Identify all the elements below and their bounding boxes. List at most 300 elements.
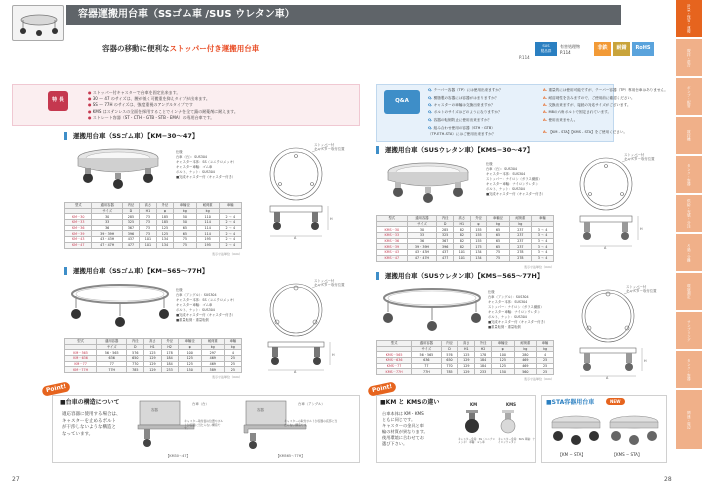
table-cell: 56・565 xyxy=(412,352,441,358)
table-unit-cell: kg xyxy=(514,346,537,352)
qa-question-text: ボルトのサイズはどのようになりますか？ xyxy=(433,110,502,114)
table-cell: 65 xyxy=(173,225,196,231)
sidebar-item-label: ポンプ・配管 xyxy=(687,85,692,108)
structure-diagrams xyxy=(136,397,358,461)
table-cell: 437 xyxy=(437,250,454,256)
table-header-cell: 内径 xyxy=(127,339,144,345)
sta-cart-photos xyxy=(548,410,664,450)
drawing-label: ストッパー付 xyxy=(314,279,335,283)
table-header-cell: 車輪径 xyxy=(491,341,514,347)
table-cell: 47・47H xyxy=(407,255,437,261)
table-unit-cell: H1 xyxy=(139,208,156,214)
sidebar-item-label: ろ過・分離 xyxy=(687,243,692,262)
table-cell: 150 xyxy=(491,369,514,375)
table-cell: 155 xyxy=(470,233,487,239)
drawing-label: キャスター取付位置 xyxy=(626,289,657,293)
table-cell: KMS－33 xyxy=(377,233,408,239)
feature-item: ● 30 ～ 47 のサイズは、腰が低く可搬重を抑えタイプが出来ます。 xyxy=(88,96,238,102)
drawing-label: キャスター取付位置 xyxy=(624,157,655,161)
table-cell: 114 xyxy=(196,220,219,226)
table-cell: 785 xyxy=(441,369,458,375)
sidebar-item[interactable] xyxy=(676,351,702,389)
table-cell: 65 xyxy=(487,238,509,244)
spec-kms-30-47 xyxy=(486,162,545,197)
page-subtitle xyxy=(102,44,259,53)
table-cell: 297 xyxy=(201,350,224,356)
table-kms-30-47 xyxy=(376,215,554,262)
table-cell: 233 xyxy=(161,367,178,373)
spec-line: キャスター車輪：ナイロンウレタン xyxy=(488,309,541,314)
series-page-ref: P.114 xyxy=(519,55,530,60)
table-cell: 65 xyxy=(487,244,509,250)
feature-item: ● ストッパー付キャスターで台車を固定出来ます。 xyxy=(88,90,238,96)
sidebar-item-label: タンク・容器 xyxy=(687,358,692,381)
features-list xyxy=(88,90,238,121)
table-cell: 2 ～ 4 xyxy=(219,231,241,237)
table-cell: KM－33 xyxy=(65,220,92,226)
table-cell: 125 xyxy=(458,352,475,358)
series-box-line1: SUS xyxy=(542,44,550,48)
table-cell: 75 xyxy=(487,255,509,261)
table-cell: KM－30 xyxy=(65,214,92,220)
table-cell: KM－77H xyxy=(65,367,97,373)
km-label: KM xyxy=(470,402,478,407)
spec-kms-565-77h xyxy=(488,290,547,330)
table-cell: 129 xyxy=(458,369,475,375)
table-header-cell: 車輪 xyxy=(537,341,554,347)
spec-line: ■重量転倒・重量転倒 xyxy=(176,317,209,322)
table-cell: 77 xyxy=(412,363,441,369)
kms-label: KMS xyxy=(506,402,516,407)
qa-label: Q&A xyxy=(384,90,420,114)
badge-label: 耐錆 xyxy=(616,45,627,51)
table-cell: 396 xyxy=(437,244,454,250)
table-cell: 39・39H xyxy=(407,244,437,250)
section-title-km-565-77h: 運搬用台車（SSゴム車）【KM−565〜77H】 xyxy=(64,267,208,275)
table-cell: 477 xyxy=(437,255,454,261)
qa-question xyxy=(428,126,495,131)
a-mark-icon: A. xyxy=(543,130,549,134)
point-body-line: 選び下さい。 xyxy=(382,441,408,447)
table-cell: 325 xyxy=(437,233,454,239)
table-header-cell: 車輪径 xyxy=(487,216,509,222)
table-cell: 129 xyxy=(458,358,475,364)
table-cell: 50 xyxy=(173,214,196,220)
page-number-left: 27 xyxy=(12,476,20,483)
feature-item: ● SS ～ 77H のサイズは、強度重視のアングルタイプです xyxy=(88,102,238,108)
table-cell: 125 xyxy=(156,231,173,237)
table-cell: KM－47 xyxy=(65,242,92,248)
table-unit-cell: kg xyxy=(487,221,509,227)
table-cell: 125 xyxy=(491,363,514,369)
table-cell: 114 xyxy=(196,231,219,237)
point-body-line: キャスターを止めるボルト xyxy=(62,418,116,424)
drawing-dim-h: H xyxy=(332,353,335,357)
table-row xyxy=(65,367,242,373)
table-cell: KMS－47 xyxy=(377,255,408,261)
diagram-label: 台車（台） xyxy=(192,402,209,406)
table-cell: 100 xyxy=(491,352,514,358)
table-header-cell: 型式 xyxy=(65,339,97,345)
spec-line: キャスター本体：SUS304 xyxy=(486,171,526,176)
q-mark-icon: Q. xyxy=(428,88,434,92)
sta-caption-kms: 【KMS − STA】 xyxy=(612,452,642,457)
table-cell: KM－43 xyxy=(65,237,92,243)
sidebar-item[interactable] xyxy=(676,234,702,272)
table-unit-cell: kg xyxy=(201,344,224,350)
table-cell: 477 xyxy=(122,242,139,248)
table-header-cell: 外径 xyxy=(475,341,492,347)
badge-rustproof xyxy=(613,42,630,56)
table-cell: 770 xyxy=(441,363,458,369)
table-cell: 65 xyxy=(487,233,509,239)
sidebar-item-label: 撹拌機 xyxy=(687,130,692,141)
qa-answer-text: 交換出来ますが、接続の対応サイズがございます。 xyxy=(548,103,631,107)
table-unit-cell: φ xyxy=(491,346,514,352)
table-cell: 195 xyxy=(196,242,219,248)
spec-line: ■完成キャスター付（キャスター付き） xyxy=(176,174,236,179)
table-cell: 30 xyxy=(92,214,122,220)
table-note: 表示寸法単位（mm） xyxy=(212,252,242,256)
qa-answer-text: 使用出来ません。 xyxy=(548,118,578,122)
table-cell: 195 xyxy=(196,237,219,243)
feature-item: ● ストレート容器（ST・CTH・GTB・STB・EMA）の専用台車です。 xyxy=(88,115,238,121)
sidebar-item[interactable] xyxy=(676,195,702,233)
section-title-kms-30-47: 運搬用台車（SUSウレタン車）【KMS−30〜47】 xyxy=(376,146,533,154)
table-cell: KMS－43 xyxy=(377,250,408,256)
qa-answer-text: M8の六角ボルトで固定されています。 xyxy=(548,110,612,114)
table-cell: 155 xyxy=(470,238,487,244)
spec-line: ■完成キャスター付（キャスター付き） xyxy=(486,191,546,196)
table-cell: 33 xyxy=(407,233,437,239)
diagram-note: キャスターの取付ボルトが容器の底部に当たらない構造です。 xyxy=(284,419,338,427)
table-cell: 155 xyxy=(470,227,487,233)
table-cell: KM－77 xyxy=(65,361,97,367)
table-cell: 589 xyxy=(201,367,224,373)
table-header-cell: 内径 xyxy=(437,216,454,222)
table-cell: 150 xyxy=(178,367,201,373)
table-header-cell: 適用容器 xyxy=(92,203,122,209)
table-cell: 73 xyxy=(139,231,156,237)
table-cell: 101 xyxy=(139,242,156,248)
table-cell: 184 xyxy=(161,361,178,367)
drawing-dim-a: A xyxy=(606,376,609,380)
table-header-cell: 型式 xyxy=(377,341,412,347)
table-cell: 184 xyxy=(161,356,178,362)
drawing-dim-h: H xyxy=(644,359,647,363)
table-header-cell: 外径 xyxy=(161,339,178,345)
qa-answer-text: 重量的には使用可能ですが、テーパー容器（TP）専用台車はありません。 xyxy=(548,88,668,92)
sidebar-item-label: 計量・保管・運搬 xyxy=(687,4,692,33)
table-cell: 25 xyxy=(224,356,241,362)
point-body-line: ともに同じです。 xyxy=(382,417,416,423)
point-body-structure xyxy=(62,412,121,438)
a-mark-icon: A. xyxy=(543,110,549,114)
table-cell: 125 xyxy=(178,356,201,362)
table-header-cell: 外径 xyxy=(156,203,173,209)
spec-line: 台車（アングル）：SUS304 xyxy=(488,294,529,299)
subtitle-main: 容器の移動に便利な xyxy=(102,44,170,53)
table-cell: 75 xyxy=(173,242,196,248)
table-cell: 278 xyxy=(509,255,531,261)
point-body-line: 適応容器に使用する場合は、 xyxy=(62,412,121,417)
spec-line: 台車（台）：SUS304 xyxy=(486,166,518,171)
table-cell: KMS－565 xyxy=(377,352,412,358)
table-cell: 2 ～ 4 xyxy=(219,220,241,226)
table-cell: 650 xyxy=(441,358,458,364)
table-cell: 3 ～ 4 xyxy=(532,227,554,233)
table-row xyxy=(377,369,554,375)
table-cell: 56・565 xyxy=(97,350,127,356)
table-cell: 77 xyxy=(97,361,127,367)
table-cell: 2 ～ 4 xyxy=(219,237,241,243)
table-cell: 134 xyxy=(470,250,487,256)
drawing-kms-565-77h xyxy=(564,284,664,380)
spec-line: キャスター車輪：ゴム車 xyxy=(176,164,213,169)
drawing-km-30-47 xyxy=(252,142,352,240)
table-cell: 325 xyxy=(122,220,139,226)
table-cell: 125 xyxy=(144,350,161,356)
qa-answer-text: 【KM - STA】【KMS - STA】をご使用ください。 xyxy=(548,130,628,134)
sidebar-item[interactable] xyxy=(676,273,702,311)
keyword-line2: P.114 xyxy=(560,49,571,55)
table-header-cell: 耐荷重 xyxy=(201,339,224,345)
table-cell: 75 xyxy=(173,237,196,243)
point-body-line: キャスターの金具と車 xyxy=(382,423,424,429)
table-cell: 25 xyxy=(537,358,554,364)
table-row xyxy=(65,242,242,248)
table-cell: KMS－636 xyxy=(377,358,412,364)
drawing-label: ストッパー付 xyxy=(626,285,647,289)
table-cell: 50 xyxy=(173,220,196,226)
point-body-line: 台車本体は KM・KMS xyxy=(382,411,424,416)
table-unit-cell: H1 xyxy=(454,221,471,227)
spec-line: 仕様 xyxy=(176,150,183,154)
table-cell: 437 xyxy=(122,237,139,243)
drawing-label: キャスター取付位置 xyxy=(314,147,345,151)
cart-photo-km-30-47 xyxy=(70,144,170,196)
spec-line: ボルト、ナット：SUS304 xyxy=(176,169,215,174)
badge-label: RoHS xyxy=(635,45,651,51)
table-cell: 82 xyxy=(454,227,471,233)
table-cell: 3 ～ 4 xyxy=(532,255,554,261)
qa-question-text: （TP-ETH-STA）にはご使用出来ますか？ xyxy=(428,132,496,136)
table-cell: 73 xyxy=(139,220,156,226)
drawing-label: ストッパー付 xyxy=(624,153,645,157)
spec-line: 台車（台）：SUS304 xyxy=(176,154,208,159)
table-cell: 36 xyxy=(92,225,122,231)
spec-line: ストッパー：ナイロン（ガラス繊維） xyxy=(488,304,544,309)
table-cell: 114 xyxy=(196,225,219,231)
table-cell: 36 xyxy=(407,238,437,244)
table-cell: 125 xyxy=(178,361,201,367)
point-body-line: が干渉しないような構造と xyxy=(62,425,116,431)
point-body-difference xyxy=(382,411,428,448)
table-cell: 185 xyxy=(156,214,173,220)
table-cell: 237 xyxy=(509,238,531,244)
table-cell: 25 xyxy=(537,363,554,369)
table-cell: 650 xyxy=(127,356,144,362)
table-unit-cell: D xyxy=(127,344,144,350)
table-cell: 129 xyxy=(144,356,161,362)
table-cell: KMS－77H xyxy=(377,369,412,375)
a-mark-icon: A. xyxy=(543,88,549,92)
spec-line: キャスター本体：SUS304 xyxy=(488,299,528,304)
table-cell: 65 xyxy=(487,227,509,233)
kms-caster-note: キャスター金具：SUS 車輪：ナイロンウレタン xyxy=(498,438,536,445)
table-unit-cell: D xyxy=(441,346,458,352)
table-cell: 184 xyxy=(475,363,492,369)
spec-line: 台車（アングル）：SUS304 xyxy=(176,292,217,297)
qa-question xyxy=(428,110,502,115)
spec-line: 仕様 xyxy=(488,290,495,294)
table-unit-cell: サイズ xyxy=(407,221,437,227)
table-cell: 770 xyxy=(127,361,144,367)
table-header-cell: 適用容器 xyxy=(97,339,127,345)
table-cell: 2 ～ 4 xyxy=(219,214,241,220)
qa-answer xyxy=(543,130,627,135)
table-cell: 3 ～ 4 xyxy=(532,233,554,239)
sidebar-item-label: 環境測定 xyxy=(687,284,692,299)
table-header-cell: 高さ xyxy=(144,339,161,345)
sta-caption-km: 【KM − STA】 xyxy=(558,452,586,457)
q-mark-icon: Q. xyxy=(428,103,434,107)
table-cell: 237 xyxy=(509,233,531,239)
table-cell: KMS－39 xyxy=(377,244,408,250)
table-cell: 285 xyxy=(122,214,139,220)
diagram-label: 台車（アングル） xyxy=(298,402,325,406)
table-unit-cell: kg xyxy=(537,346,554,352)
table-cell: 278 xyxy=(509,250,531,256)
table-cell: 39・39H xyxy=(92,231,122,237)
table-header-cell: 高さ xyxy=(454,216,471,222)
caster-compare-icons xyxy=(460,408,532,436)
a-mark-icon: A. xyxy=(543,103,549,107)
qa-answer xyxy=(543,96,635,101)
diagram-label: 容器 xyxy=(151,408,158,412)
spec-km-30-47 xyxy=(176,150,236,180)
table-unit-cell: H1 xyxy=(458,346,475,352)
table-header-cell: 型式 xyxy=(377,216,408,222)
table-cell: 82 xyxy=(454,233,471,239)
table-cell: 367 xyxy=(437,238,454,244)
point-body-line: 輪の材質が異なります。 xyxy=(382,429,428,435)
q-mark-icon: Q. xyxy=(428,110,434,114)
table-unit-cell: D xyxy=(122,208,139,214)
table-cell: 636 xyxy=(97,356,127,362)
table-cell: 785 xyxy=(127,367,144,373)
sidebar-item-label: 攪拌・混合 xyxy=(687,48,692,67)
table-cell: 101 xyxy=(139,237,156,243)
table-unit-cell: φ xyxy=(156,208,173,214)
sidebar-item[interactable] xyxy=(676,39,702,77)
sidebar-item[interactable] xyxy=(676,390,702,450)
section-title-km-30-47: 運搬用台車（SSゴム車）【KM−30〜47】 xyxy=(64,132,198,140)
sidebar-item[interactable] xyxy=(676,117,702,155)
drawing-kms-30-47 xyxy=(562,152,662,250)
series-box[interactable] xyxy=(535,42,557,56)
table-km-565-77h xyxy=(64,338,242,373)
qa-question xyxy=(428,88,503,93)
table-cell: 73 xyxy=(139,225,156,231)
table-header-cell: 型式 xyxy=(65,203,92,209)
table-unit-cell: サイズ xyxy=(412,346,441,352)
qa-question-text: 組み合わせ使用の容器（STH・GTB） xyxy=(433,126,495,130)
a-mark-icon: A. xyxy=(543,96,549,100)
table-header-cell: 高さ xyxy=(458,341,475,347)
spec-line: ■重量転倒・重量転倒 xyxy=(488,324,521,329)
series-box-line2: 製品群 xyxy=(540,49,552,54)
drawing-dim-h: H xyxy=(330,217,333,221)
table-cell: 77H xyxy=(97,367,127,373)
table-unit-cell: φ xyxy=(178,344,201,350)
table-cell: 280 xyxy=(514,352,537,358)
table-header-cell: 車輪径 xyxy=(173,203,196,209)
spec-line: キャスター本体：SS（ユニクロメッキ） xyxy=(176,159,237,164)
qa-answer-text: 耐溶剤性を含みますので、ご使用前に確認ください。 xyxy=(548,96,635,100)
cart-photo-kms-30-47 xyxy=(380,158,480,208)
spec-line: ■完成キャスター付（キャスター付き） xyxy=(488,319,548,324)
table-cell: 469 xyxy=(201,361,224,367)
point-body-line: なっています。 xyxy=(62,431,94,437)
spec-line: ボルト、ナット：SUS304 xyxy=(486,186,525,191)
table-unit-cell: kg xyxy=(196,208,219,214)
table-cell: 43・43H xyxy=(407,250,437,256)
qa-question xyxy=(428,96,498,101)
table-header-cell: 車輪径 xyxy=(178,339,201,345)
table-unit-cell: H2 xyxy=(475,346,492,352)
table-cell: 101 xyxy=(454,255,471,261)
table-unit-cell: φ xyxy=(470,221,487,227)
table-cell: 73 xyxy=(139,214,156,220)
product-category-icon xyxy=(12,5,64,41)
table-cell: 25 xyxy=(224,361,241,367)
table-cell: 100 xyxy=(178,350,201,356)
table-unit-cell: kg xyxy=(509,221,531,227)
table-cell: 75 xyxy=(487,250,509,256)
qa-answer xyxy=(543,103,631,108)
table-cell: KMS－36 xyxy=(377,238,408,244)
sidebar-item[interactable] xyxy=(676,156,702,194)
table-cell: 125 xyxy=(156,225,173,231)
sidebar-item[interactable] xyxy=(676,78,702,116)
q-mark-icon: Q. xyxy=(428,126,434,130)
table-header-cell: 車輪 xyxy=(224,339,241,345)
table-cell: KMS－30 xyxy=(377,227,408,233)
table-cell: 43・43H xyxy=(92,237,122,243)
table-cell: 184 xyxy=(475,358,492,364)
table-cell: KM－39 xyxy=(65,231,92,237)
sidebar-item[interactable] xyxy=(676,312,702,350)
spec-line: キャスター車輪：ゴム車 xyxy=(176,302,213,307)
table-unit-cell: H1 xyxy=(144,344,161,350)
feature-item: ● KMS はステンレスの全面を採用することでインナを全て錆の耐薬剤に耐えます。 xyxy=(88,109,238,115)
table-cell: 178 xyxy=(475,352,492,358)
table-note: 表示寸法単位（mm） xyxy=(524,377,554,381)
a-mark-icon: A. xyxy=(543,118,549,122)
table-cell: 367 xyxy=(122,225,139,231)
sidebar-item[interactable] xyxy=(676,0,702,38)
point-title-difference: ■KM と KMSの違い xyxy=(380,399,440,406)
q-mark-icon: Q. xyxy=(428,118,434,122)
table-cell: 178 xyxy=(161,350,178,356)
table-cell: 129 xyxy=(144,361,161,367)
table-cell: 175 xyxy=(470,244,487,250)
keyword-block xyxy=(560,44,580,55)
table-cell: 233 xyxy=(475,369,492,375)
qa-question-cont xyxy=(428,132,495,137)
table-cell: 4 xyxy=(224,350,241,356)
